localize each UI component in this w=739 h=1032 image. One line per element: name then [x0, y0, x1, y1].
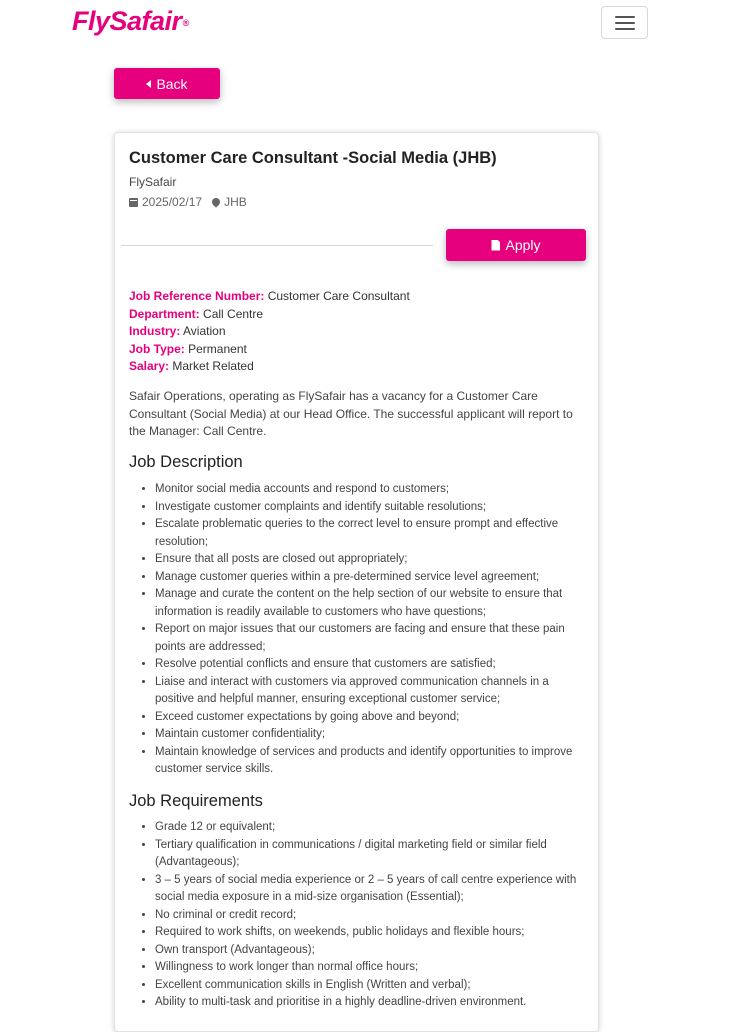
job-meta [129, 195, 247, 209]
detail-label: Salary: [129, 359, 170, 373]
detail-job-type [129, 341, 410, 359]
list-item: • Own transport (Advantageous); [155, 942, 589, 960]
job-requirements-heading: Job Requirements [129, 792, 263, 810]
detail-value: Customer Care Consultant [267, 289, 410, 303]
job-title: Customer Care Consultant -Social Media (JHB) [129, 149, 497, 167]
list-item: • Manage and curate the content on the help section of our website to ensure that information is readily available to customers who have questions; [155, 586, 589, 621]
job-location: JHB [224, 195, 247, 209]
calendar-icon [129, 198, 138, 207]
apply-button[interactable] [446, 229, 586, 261]
detail-value: Market Related [172, 359, 254, 373]
job-description-list [129, 481, 589, 779]
company-name: FlySafair [129, 175, 177, 189]
list-item: • Maintain customer confidentiality; [155, 726, 589, 744]
detail-label: Job Type: [129, 341, 185, 356]
list-item: • 3 – 5 years of social media experience or 2 – 5 years of call centre experience with social media exposure in a mid-size organisation (Essential); [155, 872, 589, 907]
back-button-label: Back [156, 75, 188, 92]
map-marker-icon [210, 196, 221, 207]
list-item: • Exceed customer expectations by going above and beyond; [155, 709, 589, 727]
flysafair-logo[interactable] [72, 4, 189, 38]
list-item: • Monitor social media accounts and respond to customers; [155, 481, 589, 499]
logo-text: FlySafair [72, 6, 182, 36]
list-item: • Maintain knowledge of services and products and identify opportunities to improve customer service skills. [155, 744, 589, 779]
job-requirements-list [129, 819, 589, 1012]
list-item: • Ability to multi-task and prioritise in a highly deadline-driven environment. [155, 994, 589, 1012]
detail-salary [129, 358, 410, 376]
list-item: • Resolve potential conflicts and ensure that customers are satisfied; [155, 656, 589, 674]
detail-industry [129, 323, 410, 341]
list-item: • Tertiary qualification in communications / digital marketing field or similar field (Advantageous); [155, 837, 589, 872]
list-item: • Liaise and interact with customers via approved communication channels in a positive and helpful manner, ensuring exceptional customer service; [155, 674, 589, 709]
detail-value: Aviation [183, 324, 226, 338]
job-description-heading: Job Description [129, 453, 243, 471]
posted-date: 2025/02/17 [142, 195, 203, 209]
detail-label: Job Reference Number: [129, 289, 265, 303]
top-navbar [0, 0, 739, 46]
apply-button-label: Apply [505, 237, 541, 253]
list-item: • Excellent communication skills in English (Written and verbal); [155, 977, 589, 995]
list-item: • Required to work shifts, on weekends, public holidays and flexible hours; [155, 924, 589, 942]
list-item: • Manage customer queries within a pre-determined service level agreement; [155, 569, 589, 587]
caret-left-icon [146, 80, 151, 88]
detail-value: Call Centre [203, 306, 264, 321]
detail-reference [129, 288, 410, 306]
list-item: • Escalate problematic queries to the correct level to ensure prompt and effective resolution; [155, 516, 589, 551]
list-item: • Grade 12 or equivalent; [155, 819, 589, 837]
menu-toggle-button[interactable] [601, 6, 648, 39]
registered-mark: ® [182, 18, 189, 28]
detail-value: Permanent [188, 341, 247, 356]
detail-label: Department: [129, 306, 200, 321]
list-item: • Investigate customer complaints and identify suitable resolutions; [155, 499, 589, 517]
job-intro: Safair Operations, operating as FlySafair has a vacancy for a Customer Care Consultant (Social Media) at our Head Office. The successful applicant will report to the Manager: Call Centre. [129, 389, 573, 438]
back-button[interactable] [114, 68, 220, 99]
list-item: • No criminal or credit record; [155, 907, 589, 925]
divider [121, 245, 433, 246]
list-item: • Ensure that all posts are closed out appropriately; [155, 551, 589, 569]
detail-label: Industry: [129, 324, 181, 338]
list-item: • Report on major issues that our customers are facing and ensure that these pain points are addressed; [155, 621, 589, 656]
job-details [129, 288, 410, 376]
job-card [114, 132, 599, 1032]
detail-department [129, 306, 410, 324]
list-item: • Willingness to work longer than normal office hours; [155, 959, 589, 977]
file-icon [491, 240, 500, 251]
